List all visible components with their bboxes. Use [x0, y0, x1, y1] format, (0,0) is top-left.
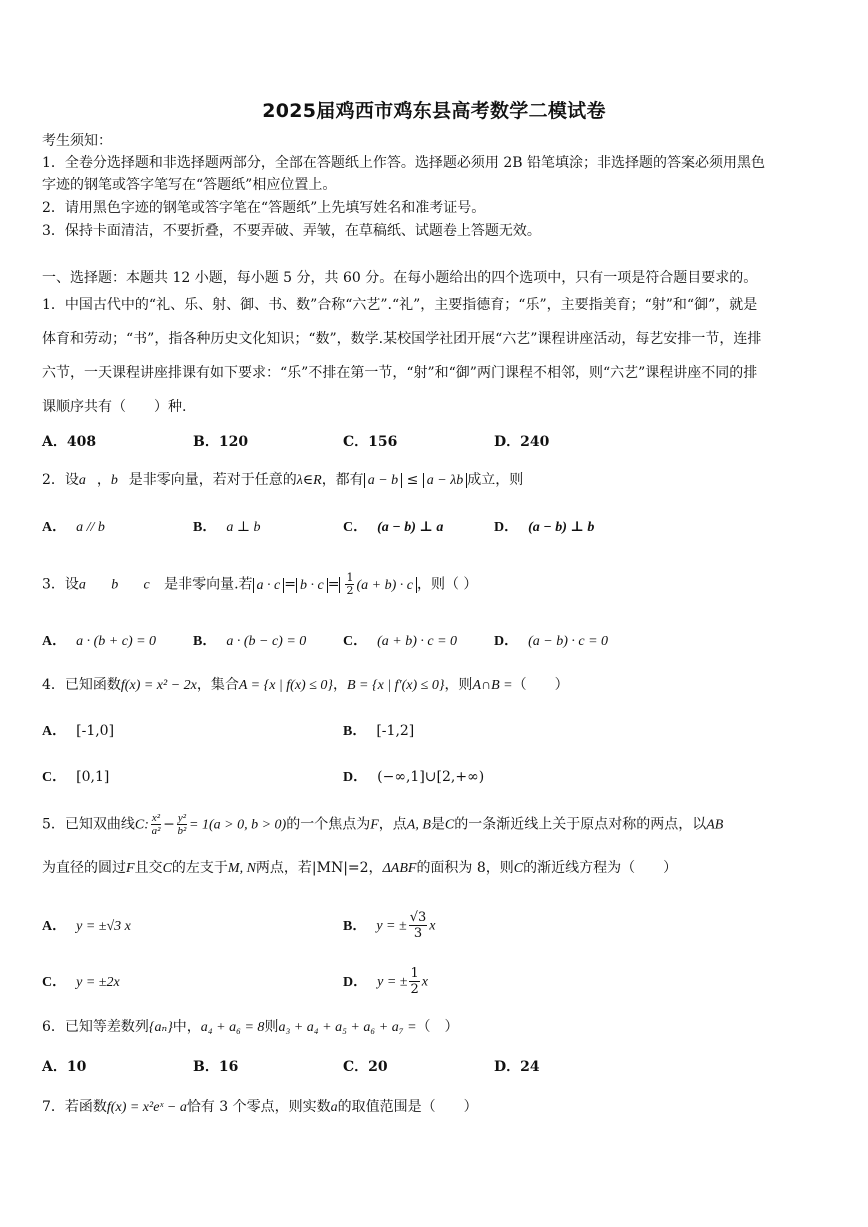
q3-option-d: D． (a − b) · c = 0: [494, 634, 609, 649]
q1-option-a: A．408: [42, 434, 97, 450]
q6-stem: 6．已知等差数列{aₙ}中，a₄ + a₆ = 8则a₃ + a₄ + a₅ + a₆ + a₇ =（ ）: [42, 1019, 459, 1035]
q2-option-b: B． a ⊥ b: [193, 520, 261, 535]
q3-option-a: A． a · (b + c) = 0: [42, 634, 157, 649]
q5-option-b: B． y = ± $\frac{√3}{3}$ x: [343, 910, 436, 941]
q2-option-d: D． (a − b) ⊥ b: [494, 520, 595, 535]
q5-stem-line2: 为直径的圆过F且交C的左支于M, N两点，若|MN|=2，ΔABF的面积为 8，则C的渐近线方程为（ ）: [42, 860, 678, 876]
q2-option-c: C． (a − b) ⊥ a: [343, 520, 444, 535]
q2-stem: 2．设a⃗，b⃗是非零向量，若对于任意的λ∈R，都有 a − b ≤ a − λb 成立，则: [42, 472, 524, 488]
lambda-expr: λ∈R: [296, 473, 322, 488]
frac-expr: $\frac{1}{2}$ (a + b) · c: [339, 577, 417, 593]
norm-left: a − b: [364, 473, 402, 488]
q4-option-b: B． [-1,2]: [343, 723, 415, 739]
notice-item: 1．全卷分选择题和非选择题两部分，全部在答题纸上作答。选择题必须用 2B 铅笔填涂；非选择题的答案必须用黑色: [42, 155, 765, 171]
q3-option-b: B． a · (b − c) = 0: [193, 634, 307, 649]
notice-heading: 考生须知：: [42, 133, 112, 149]
notice-item: 2．请用黑色字迹的钢笔或答字笔在“答题纸”上先填写姓名和准考证号。: [42, 200, 486, 216]
q3-stem: 3．设a⃗ ，b⃗ ，c⃗ 是非零向量.若 a · c = b · c = $\frac{1}{2}$ (a + b) · c ，则（ ）: [42, 571, 478, 597]
q1-stem-line: 课顺序共有（ ）种.: [42, 399, 187, 415]
q1-option-c: C．156: [343, 434, 398, 450]
q3-option-c: C． (a + b) · c = 0: [343, 634, 458, 649]
q4-option-c: C． [0,1]: [42, 769, 110, 785]
q4-stem: 4．已知函数f(x) = x² − 2x，集合A = {x | f(x) ≤ 0}，B = {x | f′(x) ≤ 0}，则A∩B =（ ）: [42, 677, 569, 693]
q6-option-c: C．20: [343, 1059, 388, 1075]
q1-stem-line: 体育和劳动；“书”，指各种历史文化知识；“数”，数学.某校国学社团开展“六艺”课程讲座活动，每艺安排一节，连排: [42, 331, 762, 347]
vector-a: a⃗: [78, 473, 97, 488]
q1-stem-line: 六节，一天课程讲座排课有如下要求：“乐”不排在第一节，“射”和“御”两门课程不相邻，则“六艺”课程讲座不同的排: [42, 365, 758, 381]
q5-stem-line1: 5．已知双曲线C: $\frac{\text{x²}}{\text{a²}}$ − $\frac{\text{y²}}{\text{b²}}$ = 1(a > 0, b > 0)的一个焦点为F，点A, B是C的一条渐近线上关于原点对称的两点，以AB: [42, 812, 724, 837]
notice-item: 3．保持卡面清洁，不要折叠，不要弄破、弄皱，在草稿纸、试题卷上答题无效。: [42, 223, 541, 239]
q1-option-b: B．120: [193, 434, 249, 450]
vector-b: b⃗: [110, 473, 129, 488]
q2-option-a: A． a // b: [42, 520, 105, 535]
page-title: 2025届鸡西市鸡东县高考数学二模试卷: [262, 100, 606, 122]
q6-option-d: D．24: [494, 1059, 540, 1075]
q5-option-c: C． y = ±2x: [42, 975, 120, 990]
norm-right: a − λb: [423, 473, 468, 488]
section-heading: 一、选择题：本题共 12 小题，每小题 5 分，共 60 分。在每小题给出的四个选项中，只有一项是符合题目要求的。: [42, 270, 758, 286]
q5-option-a: A． y = ±√3 x: [42, 919, 131, 934]
q5-option-d: D． y = ± $\frac{1}{2}$ x: [343, 966, 428, 997]
q1-stem-line: 1．中国古代中的“礼、乐、射、御、书、数”合称“六艺”.“礼”，主要指德育；“乐”，主要指美育；“射”和“御”，就是: [42, 297, 758, 313]
q4-option-a: A． [-1,0]: [42, 723, 115, 739]
notice-item: 字迹的钢笔或答字笔写在“答题纸”相应位置上。: [42, 177, 337, 193]
q6-option-b: B．16: [193, 1059, 239, 1075]
q6-option-a: A．10: [42, 1059, 87, 1075]
q1-option-d: D．240: [494, 434, 550, 450]
q7-stem: 7．若函数f(x) = x²eˣ − a恰有 3 个零点，则实数a的取值范围是（ ）: [42, 1099, 478, 1115]
q4-option-d: D． (−∞,1]∪[2,+∞): [343, 769, 485, 785]
